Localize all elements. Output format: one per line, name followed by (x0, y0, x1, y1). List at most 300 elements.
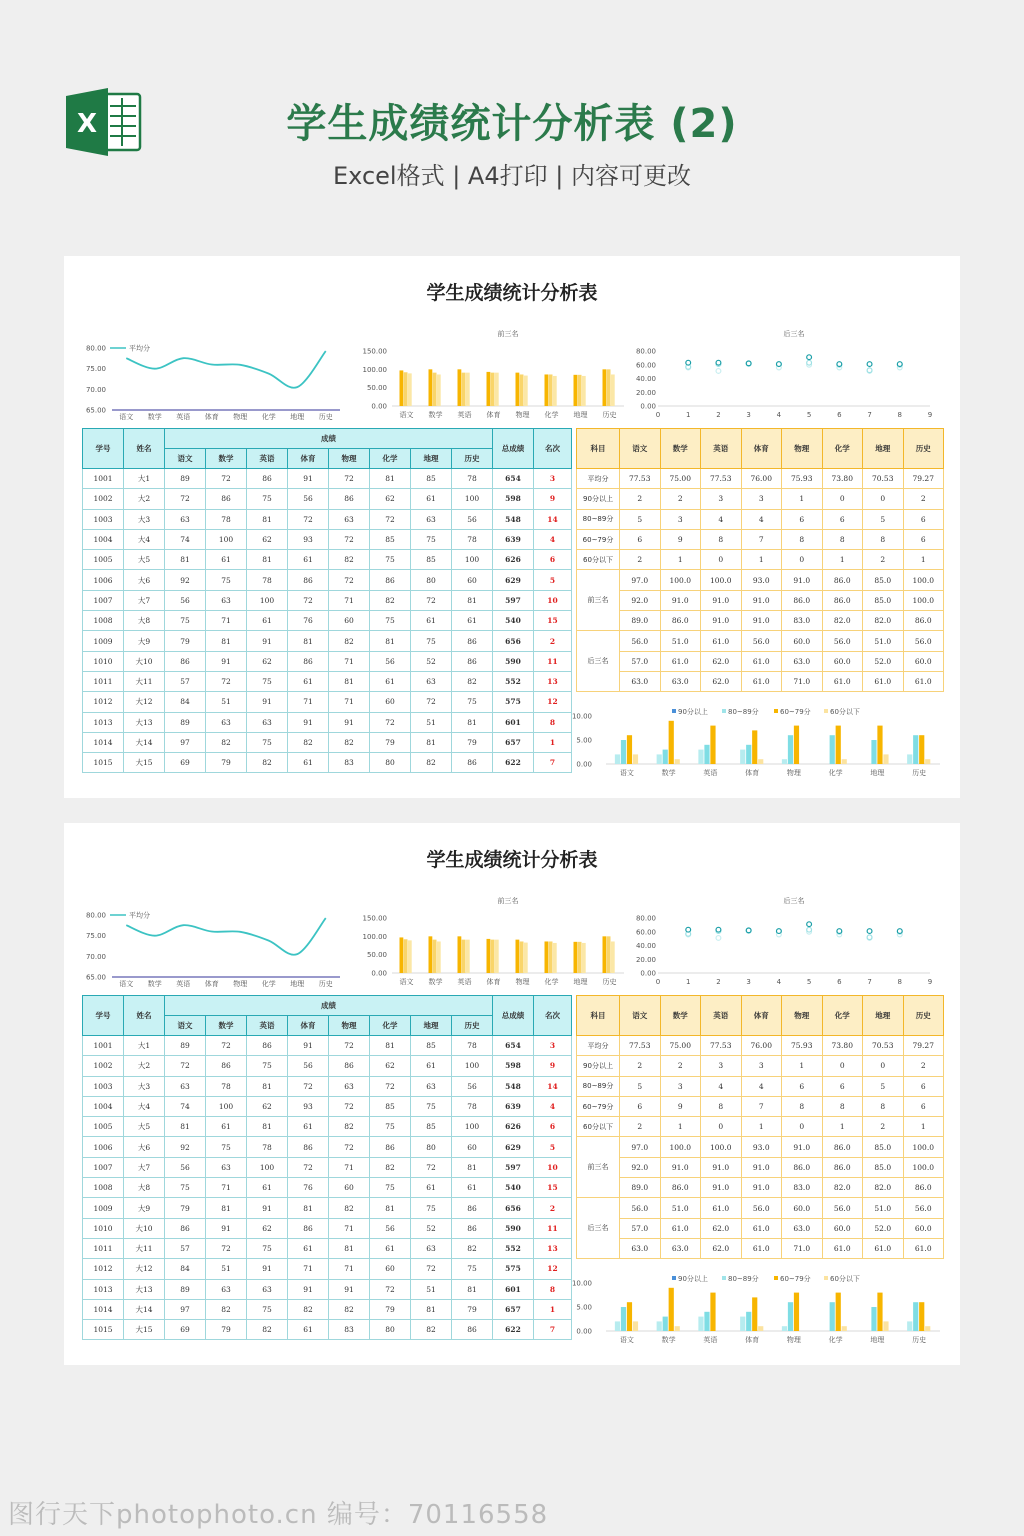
y-tick-label: 20.00 (635, 388, 656, 397)
bottom3-point (686, 360, 691, 365)
score-cell: 72 (206, 1036, 247, 1056)
x-tick-label: 2 (716, 411, 721, 419)
score-cell: 91 (288, 1036, 329, 1056)
total-cell: 656 (493, 1198, 534, 1218)
student-id-cell: 1006 (83, 1137, 124, 1157)
bottom3-value-cell: 62.0 (701, 1238, 742, 1258)
student-id-cell: 1002 (83, 1056, 124, 1076)
student-id-cell: 1001 (83, 469, 124, 489)
top3-bar (549, 941, 553, 973)
x-tick-label: 体育 (486, 411, 501, 419)
x-tick-label: 0 (655, 978, 661, 986)
stat-row (577, 469, 944, 489)
score-cell: 81 (452, 712, 493, 732)
top3-value-cell: 91.0 (701, 590, 742, 610)
student-score-table (82, 428, 572, 773)
top3-value-cell: 92.0 (620, 590, 661, 610)
y-tick-label: 65.00 (85, 973, 106, 982)
stat-value-cell: 1 (741, 1117, 782, 1137)
student-row (83, 1076, 572, 1096)
score-cell: 56 (452, 1076, 493, 1096)
student-row (83, 1178, 572, 1198)
total-cell: 654 (493, 1036, 534, 1056)
top3-bar (466, 373, 470, 406)
legend-marker (774, 1276, 778, 1280)
score-cell: 84 (165, 1259, 206, 1279)
top3-row (577, 570, 944, 590)
top3-bar (582, 376, 586, 406)
chart-title: 后三名 (783, 330, 805, 338)
x-tick-label: 化学 (828, 769, 843, 777)
top3-bar (603, 936, 607, 973)
legend-label: 80~89分 (728, 708, 759, 716)
score-cell: 72 (288, 509, 329, 529)
header-score-group: 成绩 (165, 996, 493, 1016)
student-name-cell: 大15 (124, 1320, 165, 1340)
score-cell: 85 (411, 469, 452, 489)
stat-value-cell: 6 (822, 1076, 863, 1096)
top3-bar (582, 943, 586, 973)
x-tick-label: 英语 (703, 769, 718, 777)
score-cell: 56 (288, 489, 329, 509)
top3-bar (458, 936, 462, 973)
score-cell: 92 (165, 570, 206, 590)
student-id-cell: 1008 (83, 611, 124, 631)
header-subject: 语文 (165, 449, 206, 469)
total-cell: 601 (493, 1279, 534, 1299)
distribution-bar (871, 1307, 876, 1331)
x-tick-label: 数学 (428, 411, 443, 419)
score-cell: 75 (370, 611, 411, 631)
student-id-cell: 1012 (83, 692, 124, 712)
score-cell: 91 (206, 651, 247, 671)
top3-value-cell: 100.0 (660, 1137, 701, 1157)
x-tick-label: 数学 (661, 1336, 676, 1344)
bottom3-value-cell: 57.0 (620, 651, 661, 671)
rank-cell: 6 (534, 550, 572, 570)
rank-cell: 1 (534, 732, 572, 752)
header-item: 科目 (577, 429, 620, 469)
student-name-cell: 大6 (124, 570, 165, 590)
score-cell: 62 (370, 1056, 411, 1076)
distribution-bar (675, 1326, 680, 1331)
top3-bar (433, 373, 437, 406)
score-cell: 86 (329, 489, 370, 509)
score-cell: 81 (288, 1198, 329, 1218)
score-cell: 81 (370, 469, 411, 489)
score-cell: 61 (247, 611, 288, 631)
student-id-cell: 1009 (83, 631, 124, 651)
stat-value-cell: 6 (822, 509, 863, 529)
bottom3-label-cell: 后三名 (577, 631, 620, 692)
bottom3-value-cell: 57.0 (620, 1218, 661, 1238)
bottom3-point (837, 929, 842, 934)
score-cell: 61 (288, 1320, 329, 1340)
student-row (83, 1157, 572, 1177)
rank-cell: 1 (534, 1299, 572, 1319)
score-cell: 78 (206, 509, 247, 529)
top3-bar (607, 936, 611, 973)
score-cell: 74 (165, 1096, 206, 1116)
legend-label: 60~79分 (780, 1275, 811, 1283)
distribution-bar (746, 1312, 751, 1331)
score-cell: 74 (165, 529, 206, 549)
score-cell: 97 (165, 1299, 206, 1319)
rank-cell: 4 (534, 1096, 572, 1116)
top3-label-cell: 前三名 (577, 1137, 620, 1198)
stat-value-cell: 5 (863, 509, 904, 529)
score-cell: 63 (329, 1076, 370, 1096)
legend-label: 80~89分 (728, 1275, 759, 1283)
top3-row (577, 590, 944, 610)
score-cell: 81 (452, 1279, 493, 1299)
bottom3-point (867, 929, 872, 934)
score-cell: 100 (452, 550, 493, 570)
bottom3-value-cell: 56.0 (741, 631, 782, 651)
distribution-bar (704, 1312, 709, 1331)
student-name-cell: 大10 (124, 651, 165, 671)
score-cell: 89 (165, 1036, 206, 1056)
stat-value-cell: 7 (741, 529, 782, 549)
stat-label-cell: 60分以下 (577, 1117, 620, 1137)
score-cell: 82 (329, 631, 370, 651)
x-tick-label: 6 (837, 978, 842, 986)
score-cell: 57 (165, 671, 206, 691)
distribution-bar (794, 726, 799, 764)
bottom3-value-cell: 52.0 (863, 651, 904, 671)
header-total: 总成绩 (493, 996, 534, 1036)
watermark: 图行天下photophoto.cn 编号：70116558 (8, 1500, 549, 1530)
total-cell: 597 (493, 1157, 534, 1177)
student-name-cell: 大15 (124, 753, 165, 773)
stat-value-cell: 1 (822, 1117, 863, 1137)
score-cell: 81 (247, 550, 288, 570)
bottom3-value-cell: 71.0 (782, 1238, 823, 1258)
average-series-line (126, 918, 326, 955)
stat-value-cell: 8 (701, 1096, 742, 1116)
x-tick-label: 体育 (745, 769, 760, 777)
student-row (83, 1238, 572, 1258)
student-name-cell: 大10 (124, 1218, 165, 1238)
score-cell: 91 (288, 469, 329, 489)
score-cell: 80 (370, 753, 411, 773)
score-cell: 100 (206, 529, 247, 549)
bottom3-point (867, 935, 872, 940)
x-tick-label: 地理 (290, 980, 305, 988)
stat-value-cell: 6 (903, 509, 944, 529)
header-score-group: 成绩 (165, 429, 493, 449)
student-id-cell: 1007 (83, 1157, 124, 1177)
student-id-cell: 1013 (83, 1279, 124, 1299)
student-row (83, 753, 572, 773)
score-cell: 86 (165, 651, 206, 671)
top3-bar (433, 940, 437, 973)
rank-cell: 2 (534, 631, 572, 651)
top3-value-cell: 93.0 (741, 1137, 782, 1157)
bottom3-value-cell: 61.0 (863, 671, 904, 691)
student-id-cell: 1001 (83, 1036, 124, 1056)
score-cell: 63 (411, 509, 452, 529)
y-tick-label: 50.00 (366, 951, 387, 960)
score-cell: 63 (206, 1279, 247, 1299)
score-cell: 97 (165, 732, 206, 752)
x-tick-label: 历史 (602, 978, 617, 986)
top3-value-cell: 82.0 (822, 611, 863, 631)
stat-value-cell: 0 (863, 1056, 904, 1076)
score-cell: 60 (329, 611, 370, 631)
top3-bar (520, 941, 524, 973)
header-subject: 物理 (329, 1016, 370, 1036)
top3-value-cell: 85.0 (863, 570, 904, 590)
score-cell: 91 (329, 712, 370, 732)
legend-label: 90分以上 (678, 708, 708, 716)
total-cell: 622 (493, 753, 534, 773)
x-tick-label: 体育 (204, 980, 219, 988)
student-row (83, 1036, 572, 1056)
x-tick-label: 历史 (912, 769, 927, 777)
total-cell: 622 (493, 1320, 534, 1340)
top3-bar (487, 939, 491, 973)
y-tick-label: 0.00 (640, 402, 656, 411)
y-tick-label: 70.00 (85, 385, 106, 394)
header-subject: 数学 (660, 996, 701, 1036)
legend-marker (774, 709, 778, 713)
distribution-bar (883, 1321, 888, 1331)
header-student-name: 姓名 (124, 996, 165, 1036)
bottom3-value-cell: 61.0 (660, 1218, 701, 1238)
rank-cell: 9 (534, 1056, 572, 1076)
score-cell: 72 (329, 1096, 370, 1116)
score-cell: 82 (329, 732, 370, 752)
bottom3-point (837, 362, 842, 367)
x-tick-label: 4 (776, 411, 782, 419)
score-cell: 63 (206, 1157, 247, 1177)
distribution-bar (621, 1307, 626, 1331)
top3-bar (495, 940, 499, 973)
score-cell: 86 (452, 1198, 493, 1218)
average-line-chart (82, 895, 344, 993)
score-cell: 75 (452, 1259, 493, 1279)
score-cell: 86 (452, 753, 493, 773)
y-tick-label: 0.00 (576, 1327, 592, 1336)
bottom3-row (577, 651, 944, 671)
score-cell: 61 (288, 1117, 329, 1137)
bottom3-value-cell: 62.0 (701, 671, 742, 691)
bottom3-value-cell: 56.0 (620, 1198, 661, 1218)
score-cell: 92 (165, 1137, 206, 1157)
score-cell: 75 (247, 671, 288, 691)
stat-label-cell: 平均分 (577, 469, 620, 489)
score-cell: 81 (452, 1157, 493, 1177)
score-cell: 100 (247, 590, 288, 610)
distribution-bar (710, 726, 715, 764)
distribution-bar (830, 735, 835, 764)
distribution-bar (657, 1321, 662, 1331)
stat-value-cell: 1 (782, 489, 823, 509)
stat-value-cell: 2 (903, 1056, 944, 1076)
y-tick-label: 75.00 (85, 365, 106, 374)
student-row (83, 671, 572, 691)
score-cell: 75 (206, 1137, 247, 1157)
score-cell: 72 (329, 570, 370, 590)
x-tick-label: 历史 (602, 411, 617, 419)
score-cell: 81 (247, 509, 288, 529)
header-subject: 体育 (288, 1016, 329, 1036)
stat-value-cell: 5 (620, 509, 661, 529)
top3-value-cell: 91.0 (782, 1137, 823, 1157)
student-name-cell: 大5 (124, 550, 165, 570)
score-cell: 84 (165, 692, 206, 712)
total-cell: 548 (493, 1076, 534, 1096)
score-cell: 56 (165, 590, 206, 610)
total-cell: 598 (493, 1056, 534, 1076)
x-tick-label: 语文 (619, 769, 634, 777)
distribution-bar (919, 1302, 924, 1331)
stat-value-cell: 6 (903, 1096, 944, 1116)
score-sheet-2 (64, 823, 960, 1365)
total-cell: 552 (493, 1238, 534, 1258)
top3-value-cell: 100.0 (701, 570, 742, 590)
stat-value-cell: 0 (863, 489, 904, 509)
rank-cell: 5 (534, 570, 572, 590)
top3-bar (400, 370, 404, 406)
top3-bar (429, 936, 433, 973)
stat-value-cell: 75.00 (660, 1036, 701, 1056)
student-name-cell: 大12 (124, 1259, 165, 1279)
score-cell: 60 (370, 692, 411, 712)
student-id-cell: 1013 (83, 712, 124, 732)
rank-cell: 7 (534, 753, 572, 773)
header-subject: 语文 (620, 996, 661, 1036)
top3-bar (404, 939, 408, 973)
score-cell: 72 (329, 529, 370, 549)
stat-label-cell: 90分以上 (577, 489, 620, 509)
score-cell: 61 (247, 1178, 288, 1198)
top3-bar (437, 941, 441, 973)
total-cell: 590 (493, 1218, 534, 1238)
x-tick-label: 3 (746, 978, 751, 986)
score-cell: 51 (411, 1279, 452, 1299)
score-cell: 75 (452, 692, 493, 712)
distribution-bar (842, 1326, 847, 1331)
stat-value-cell: 2 (620, 1117, 661, 1137)
stat-value-cell: 0 (701, 1117, 742, 1137)
legend-label: 平均分 (129, 344, 150, 353)
bottom3-value-cell: 63.0 (782, 1218, 823, 1238)
top3-value-cell: 91.0 (741, 1157, 782, 1177)
student-id-cell: 1014 (83, 1299, 124, 1319)
student-row (83, 1198, 572, 1218)
distribution-bar (836, 726, 841, 764)
score-cell: 75 (411, 631, 452, 651)
score-cell: 81 (411, 1299, 452, 1319)
distribution-bar (794, 1293, 799, 1331)
x-tick-label: 英语 (703, 1336, 718, 1344)
page-subtitle: Excel格式 | A4打印 | 内容可更改 (333, 162, 691, 190)
score-cell: 82 (452, 671, 493, 691)
student-name-cell: 大8 (124, 611, 165, 631)
top3-bar (607, 369, 611, 406)
x-tick-label: 语文 (619, 1336, 634, 1344)
bottom3-value-cell: 61.0 (741, 651, 782, 671)
bottom3-value-cell: 56.0 (822, 1198, 863, 1218)
score-cell: 71 (329, 692, 370, 712)
score-cell: 86 (452, 1320, 493, 1340)
top3-bar-chart (360, 328, 628, 426)
top3-bar (611, 374, 615, 406)
bottom3-point (807, 360, 812, 365)
student-row (83, 1279, 572, 1299)
stat-value-cell: 9 (660, 1096, 701, 1116)
bottom3-point (807, 927, 812, 932)
rank-cell: 9 (534, 489, 572, 509)
bottom3-value-cell: 56.0 (903, 1198, 944, 1218)
score-cell: 100 (452, 1117, 493, 1137)
rank-cell: 8 (534, 1279, 572, 1299)
rank-cell: 12 (534, 692, 572, 712)
x-tick-label: 语文 (399, 978, 414, 986)
bottom3-point (807, 355, 812, 360)
score-cell: 79 (452, 1299, 493, 1319)
header-subject: 数学 (660, 429, 701, 469)
distribution-bar (621, 740, 626, 764)
bottom3-value-cell: 62.0 (701, 651, 742, 671)
distribution-bar (758, 1326, 763, 1331)
stat-value-cell: 1 (822, 550, 863, 570)
stat-row (577, 1056, 944, 1076)
score-cell: 61 (288, 671, 329, 691)
score-cell: 81 (370, 1036, 411, 1056)
score-cell: 75 (411, 1096, 452, 1116)
score-cell: 81 (165, 550, 206, 570)
score-cell: 89 (165, 469, 206, 489)
score-cell: 81 (411, 732, 452, 752)
score-cell: 75 (247, 1056, 288, 1076)
x-tick-label: 体育 (204, 413, 219, 421)
header-subject: 历史 (452, 1016, 493, 1036)
total-cell: 629 (493, 1137, 534, 1157)
score-cell: 72 (411, 1259, 452, 1279)
bottom3-value-cell: 51.0 (660, 631, 701, 651)
top3-value-cell: 91.0 (782, 570, 823, 590)
top3-bar (458, 369, 462, 406)
student-row (83, 590, 572, 610)
x-tick-label: 化学 (828, 1336, 843, 1344)
top3-value-cell: 91.0 (741, 590, 782, 610)
student-row (83, 469, 572, 489)
bottom3-value-cell: 61.0 (741, 671, 782, 691)
stat-value-cell: 6 (782, 1076, 823, 1096)
distribution-bar (842, 759, 847, 764)
rank-cell: 4 (534, 529, 572, 549)
distribution-bar (788, 1302, 793, 1331)
distribution-bar (758, 759, 763, 764)
bottom3-row (577, 671, 944, 691)
student-name-cell: 大1 (124, 469, 165, 489)
stat-value-cell: 1 (903, 550, 944, 570)
top3-row (577, 611, 944, 631)
top3-bar (466, 940, 470, 973)
student-id-cell: 1004 (83, 529, 124, 549)
score-cell: 86 (288, 570, 329, 590)
student-id-cell: 1007 (83, 590, 124, 610)
score-cell: 75 (411, 529, 452, 549)
score-cell: 56 (288, 1056, 329, 1076)
top3-bar (611, 941, 615, 973)
bottom3-point (716, 936, 721, 941)
distribution-bar (925, 759, 930, 764)
score-cell: 72 (329, 1137, 370, 1157)
